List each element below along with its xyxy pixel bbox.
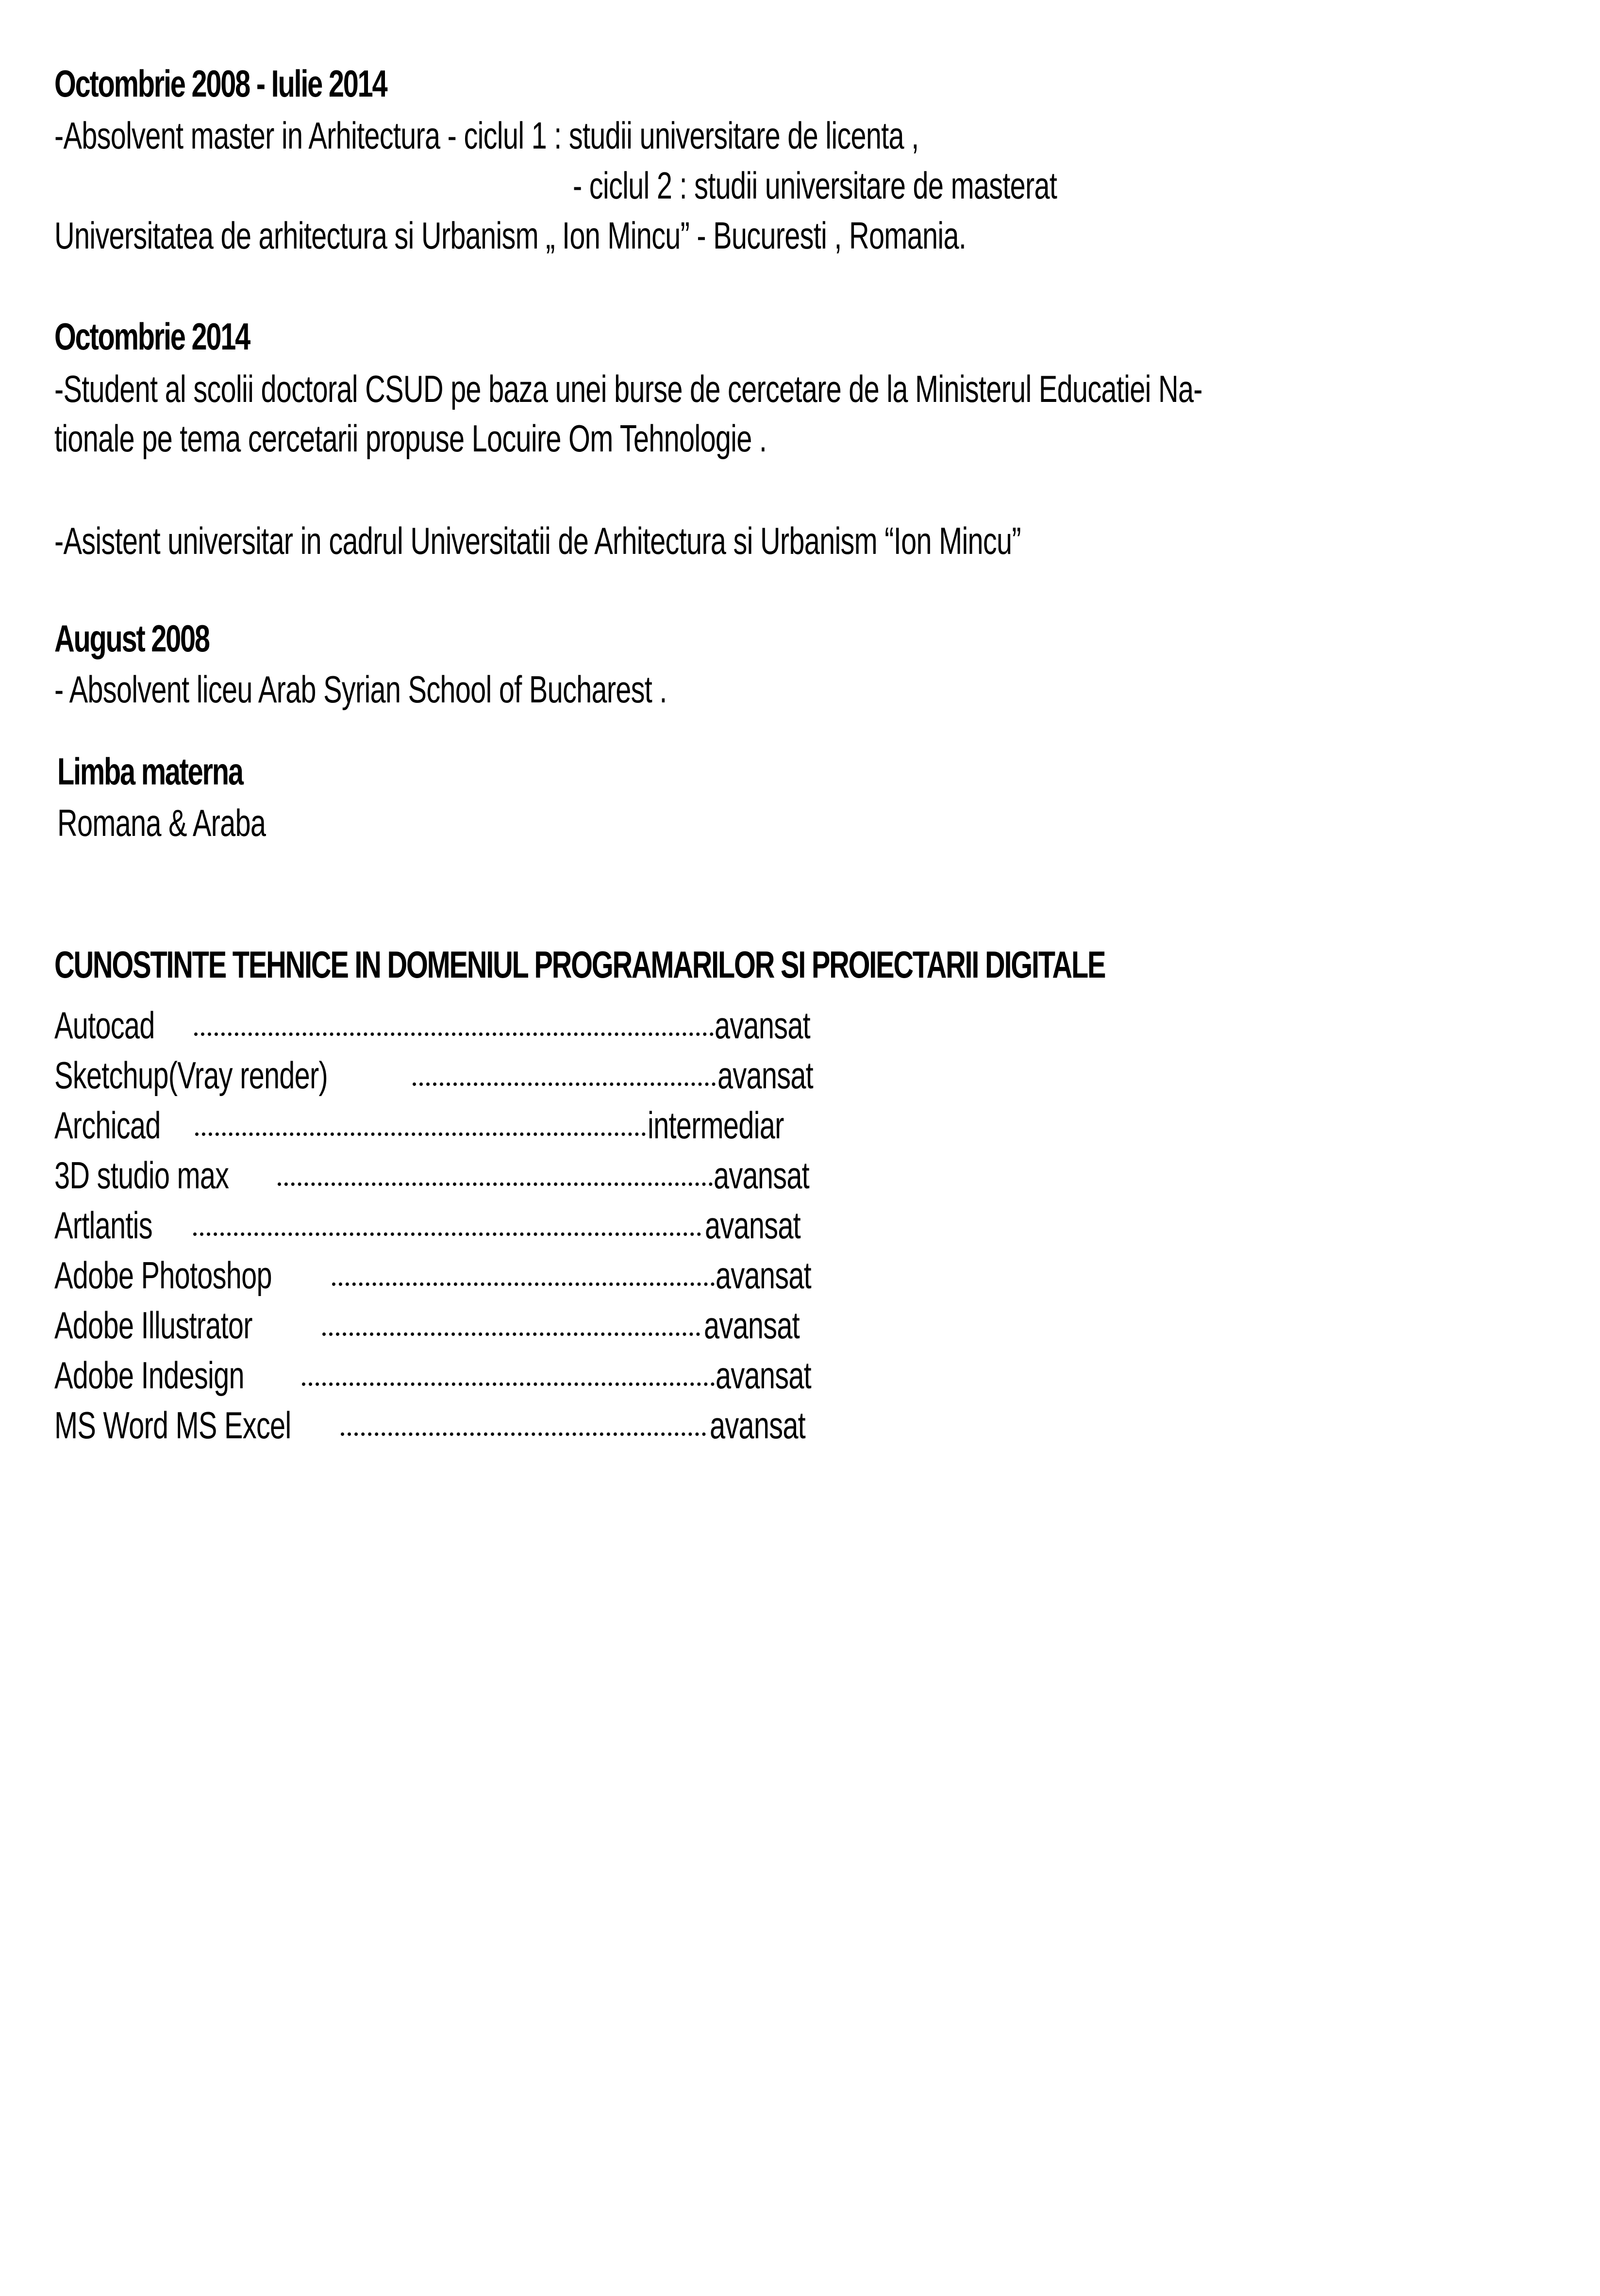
education-line: -Student al scolii doctoral CSUD pe baza unei burse de cercetare de la Ministerul Educatiei Na- [54, 367, 1202, 410]
skills-heading: CUNOSTINTE TEHNICE IN DOMENIUL PROGRAMARILOR SI PROIECTARII DIGITALE [54, 943, 1105, 986]
skill-leader-dots [194, 1000, 714, 1050]
language-value: Romana & Araba [57, 801, 266, 844]
skill-name: Archicad [54, 1104, 161, 1147]
skill-row [54, 1100, 812, 1150]
skill-leader-dots [332, 1250, 715, 1300]
skill-level: intermediar [648, 1104, 784, 1147]
education-line: -Absolvent master in Arhitectura - ciclul 1 : studii universitare de licenta , [54, 114, 919, 157]
skill-leader-dots [302, 1350, 715, 1400]
skill-row [54, 1350, 812, 1400]
language-heading: Limba materna [57, 750, 243, 793]
skill-name: Sketchup(Vray render) [54, 1054, 328, 1097]
education-institution: Universitatea de arhitectura si Urbanism „ Ion Mincu” - Bucuresti , Romania. [54, 214, 967, 257]
skill-row [54, 1400, 812, 1450]
education-period-heading: Octombrie 2014 [54, 315, 250, 358]
skill-name: Autocad [54, 1004, 155, 1047]
skill-level: avansat [704, 1304, 800, 1347]
skill-row [54, 1000, 812, 1050]
skill-row [54, 1300, 812, 1350]
skill-name: Adobe Photoshop [54, 1254, 272, 1297]
skill-row [54, 1200, 812, 1250]
education-period-heading: August 2008 [54, 617, 209, 660]
education-period-heading: Octombrie 2008 - Iulie 2014 [54, 62, 387, 105]
skill-name: Adobe Indesign [54, 1354, 244, 1397]
education-line: tionale pe tema cercetarii propuse Locuire Om Tehnologie . [54, 417, 767, 460]
skill-level: avansat [717, 1054, 813, 1097]
skill-name: Artlantis [54, 1204, 152, 1247]
education-line: -Asistent universitar in cadrul Universitatii de Arhitectura si Urbanism “Ion Mincu” [54, 519, 1021, 562]
skill-leader-dots [195, 1100, 646, 1150]
skill-row [54, 1150, 812, 1200]
skill-leader-dots [322, 1300, 700, 1350]
skill-level: avansat [715, 1004, 810, 1047]
skill-row [54, 1050, 812, 1100]
education-line: - Absolvent liceu Arab Syrian School of Bucharest . [54, 668, 667, 711]
skill-level: avansat [716, 1354, 811, 1397]
skill-name: MS Word MS Excel [54, 1404, 291, 1447]
skill-level: avansat [714, 1154, 809, 1197]
skill-leader-dots [193, 1200, 701, 1250]
skill-name: Adobe Illustrator [54, 1304, 252, 1347]
skill-level: avansat [705, 1204, 800, 1247]
skill-leader-dots [341, 1400, 706, 1450]
skill-leader-dots [413, 1050, 716, 1100]
education-line: - ciclul 2 : studii universitare de masterat [573, 164, 1057, 207]
skill-name: 3D studio max [54, 1154, 229, 1197]
skill-level: avansat [716, 1254, 811, 1297]
skill-level: avansat [710, 1404, 805, 1447]
skill-row [54, 1250, 812, 1300]
skill-leader-dots [278, 1150, 713, 1200]
